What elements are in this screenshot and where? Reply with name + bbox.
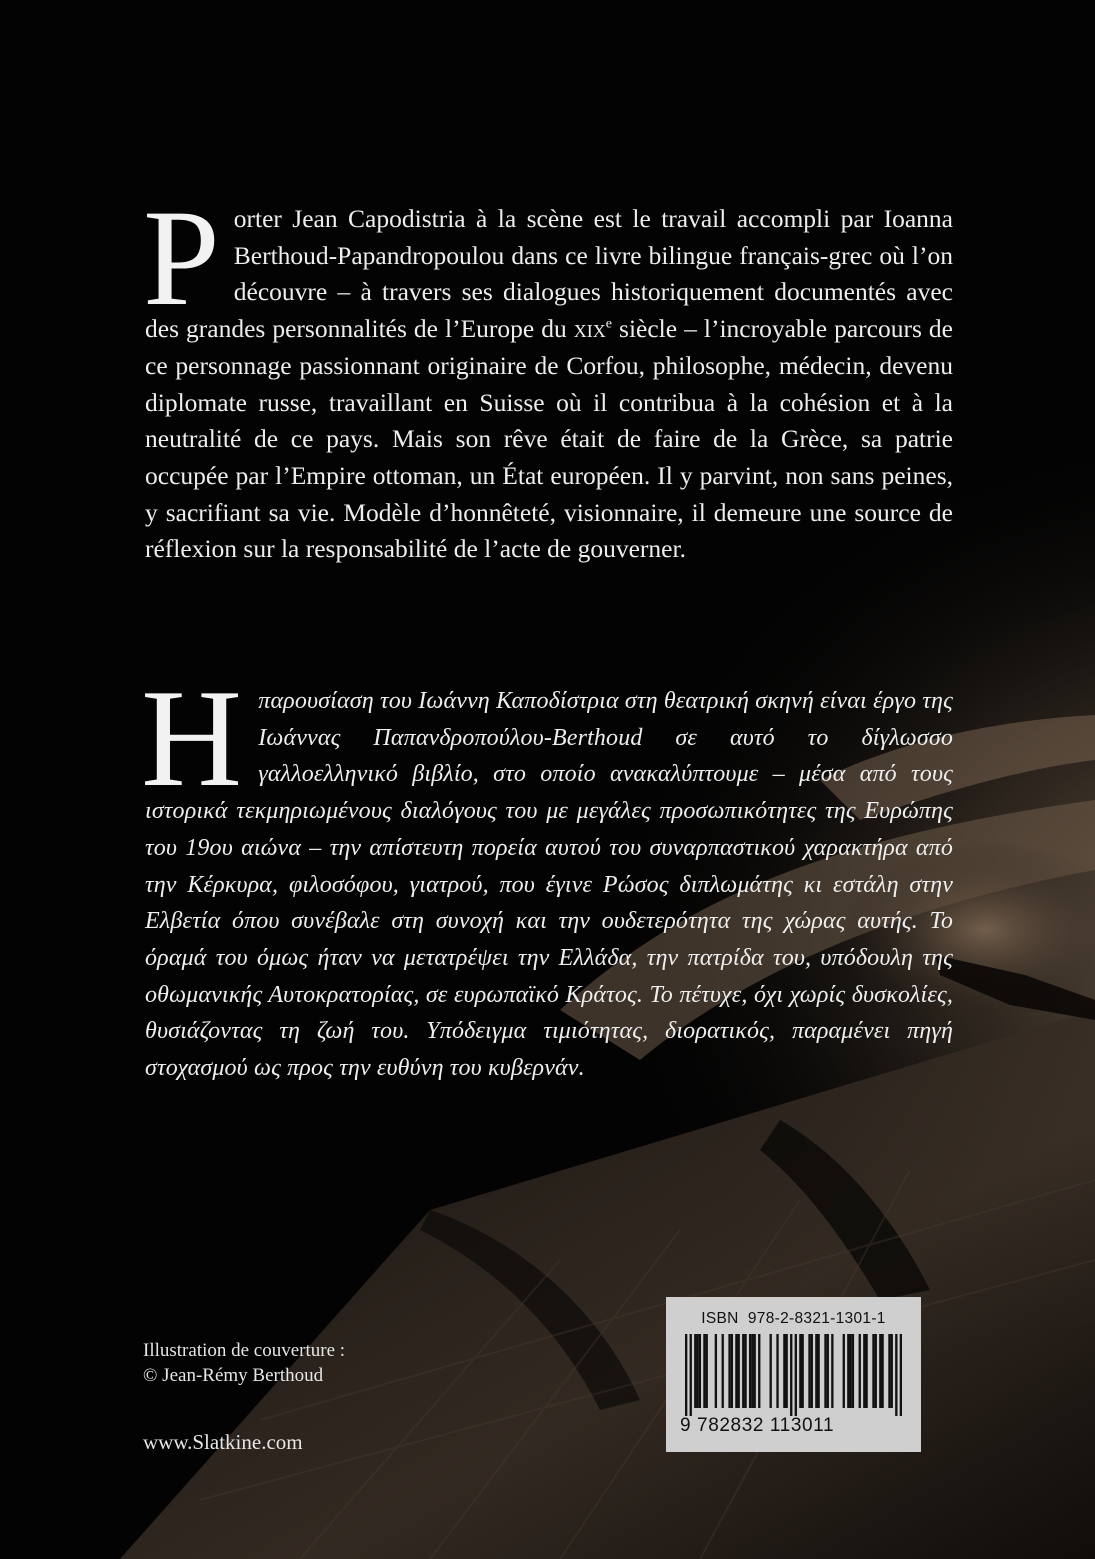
barcode-bar [827, 1334, 829, 1408]
greek-blurb-text: παρουσίαση του Ιωάννη Καποδίστρια στη θεατρική σκηνή είναι έργο της Ιωάννας Παπανδροπούλου-Berthoud σε αυτό το δίγλωσσο γαλλοελληνικό βιβλίο, στο οποίο ανακαλύπτουμε – μέσα από τους ιστορικά τεκμηριωμένους διαλόγους του με μεγάλες προσωπικότητες της Ευρώπης του 19ου αιώνα – την απίστευτη πορεία αυτού του συναρπαστικού χαρακτήρα από την Κέρκυρα, φιλοσόφου, γιατρού, που έγινε Ρώσος διπλωμάτης κι εστάλη στην Ελβετία όπου συνέβαλε στη συνοχή και την ουδετερότητα της χώρας αυτής. Το όραμά του όμως ήταν να μετατρέψει την Ελλάδα, την πατρίδα του, υπόδουλη της οθωμανικής Αυτοκρατορίας, σε ευρωπαϊκό Κράτος. Το πέτυχε, όχι χωρίς δυσκολίες, θυσιάζοντας τη ζωή του. Υπόδειγμα τιμιότητας, διορατικός, παραμένει πηγή στοχασμού ως προς την ευθύνη του κυβερνάν. [145, 688, 953, 1082]
barcode-bar [799, 1334, 801, 1408]
barcode-bar [843, 1334, 845, 1408]
barcode-bar [754, 1334, 756, 1408]
barcode-bar [865, 1334, 867, 1408]
barcode-bar [863, 1334, 865, 1408]
barcode-bar [685, 1334, 687, 1416]
barcode-bar [849, 1334, 851, 1408]
isbn-line [666, 1310, 921, 1328]
isbn-barcode [666, 1297, 921, 1452]
barcode-bar [891, 1334, 893, 1408]
barcode-bar [824, 1334, 826, 1408]
barcode-bar [795, 1334, 797, 1416]
isbn-label: ISBN [701, 1310, 739, 1327]
barcode-bar [790, 1334, 792, 1416]
barcode-bar [879, 1334, 881, 1408]
publisher-website: www.Slatkine.com [143, 1430, 303, 1454]
french-blurb-text-a: orter Jean Capodistria à la scène est le travail accompli par Ioanna Berthoud-Papandropoulou dans ce livre bilingue français-grec où l’on découvre – à travers ses dialogues historiquement documentés avec des grandes personnalités de l’Europe du [145, 204, 953, 344]
barcode-bar [744, 1334, 746, 1408]
greek-dropcap: Η [141, 661, 243, 816]
barcode-bar [872, 1334, 874, 1408]
french-blurb [143, 181, 953, 568]
barcode-bar [699, 1334, 701, 1408]
greek-blurb [141, 661, 953, 1087]
french-blurb-text-b: siècle – l’incroyable parcours de ce personnage passionnant originaire de Corfou, philosophe, médecin, devenu diplomate russe, travaillant en Suisse où il contribua à la cohésion et à la neutralité de ce pays. Mais son rêve était de faire de la Grèce, sa patrie occupée par l’Empire ottoman, un État européen. Il y parvint, non sans peines, y sacrifiant sa vie. Modèle d’honnêteté, visionnaire, il demeure une source de réflexion sur la responsabilité de l’acte de gouverner. [145, 314, 953, 564]
barcode-bar [742, 1334, 744, 1408]
barcode-bar [690, 1334, 692, 1416]
barcode-bars [685, 1334, 902, 1416]
barcode-bar [888, 1334, 890, 1408]
barcode-bar [817, 1334, 819, 1408]
barcode-bar [751, 1334, 753, 1408]
credit-label: Illustration de couverture : [143, 1340, 346, 1361]
french-dropcap: P [143, 181, 220, 334]
barcode-bar [847, 1334, 849, 1408]
barcode-bar [895, 1334, 897, 1416]
barcode-bar [875, 1334, 877, 1408]
barcode-bar [815, 1334, 817, 1408]
barcode-bar [694, 1334, 696, 1408]
barcode-bar [696, 1334, 698, 1408]
barcode-bar [831, 1334, 833, 1408]
barcode-bar [703, 1334, 705, 1408]
barcode-bar [722, 1334, 724, 1408]
barcode-bar [758, 1334, 760, 1408]
illustration-credit [143, 1338, 345, 1388]
barcode-bar [776, 1334, 778, 1408]
barcode-bar [881, 1334, 883, 1408]
barcode-bar [786, 1334, 788, 1408]
barcode-bar [900, 1334, 902, 1416]
barcode-digits: 9 782832 113011 [680, 1415, 835, 1436]
barcode-bar [715, 1334, 717, 1408]
barcode-bar [808, 1334, 810, 1408]
barcode-bar [852, 1334, 854, 1408]
barcode-bar [801, 1334, 803, 1408]
barcode-bar [783, 1334, 785, 1408]
barcode-bar [749, 1334, 751, 1408]
isbn-number: 978-2-8321-1301-1 [747, 1310, 886, 1327]
barcode-bar [811, 1334, 813, 1408]
barcode-bar [731, 1334, 733, 1408]
barcode-bar [735, 1334, 737, 1408]
century-superscript: e [605, 316, 613, 332]
barcode-bar [706, 1334, 708, 1408]
barcode-bar [728, 1334, 730, 1408]
barcode-bar [738, 1334, 740, 1408]
century-numeral: xix [573, 314, 606, 344]
barcode-bar [859, 1334, 861, 1408]
credit-artist: © Jean-Rémy Berthoud [143, 1365, 324, 1386]
barcode-bar [770, 1334, 772, 1408]
